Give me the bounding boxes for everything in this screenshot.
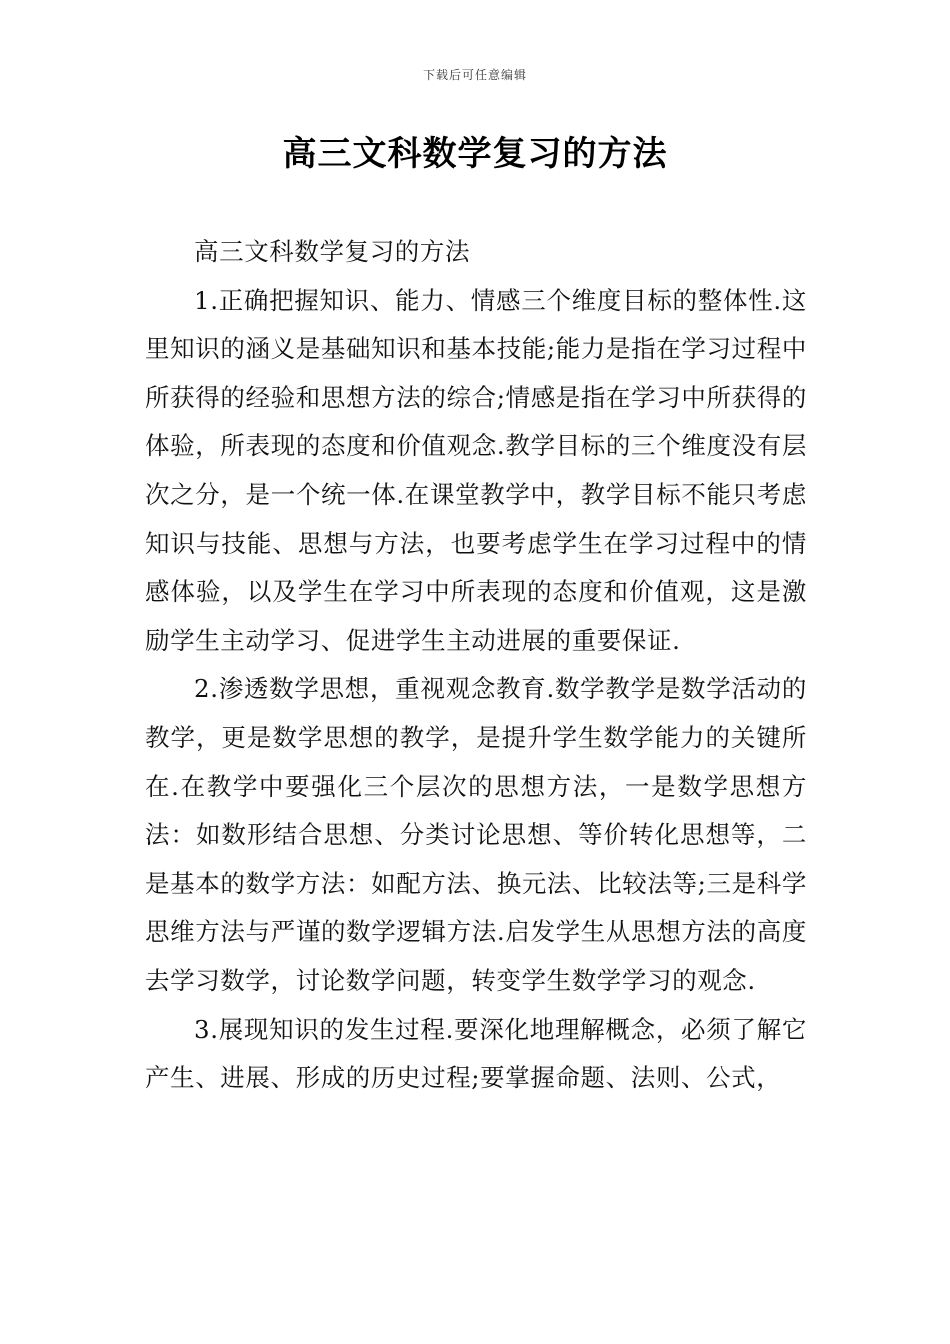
document-body	[145, 228, 807, 1103]
document-title: 高三文科数学复习的方法	[282, 134, 668, 174]
paragraph-1: 1.正确把握知识、能力、情感三个维度目标的整体性.这里知识的涵义是基础知识和基本技能;能力是指在学习过程中所获得的经验和思想方法的综合;情感是指在学习中所获得的体验，所表现的态度和价值观念.教学目标的三个维度没有层次之分，是一个统一体.在课堂教学中，教学目标不能只考虑知识与技能、思想与方法，也要考虑学生在学习过程中的情感体验，以及学生在学习中所表现的态度和价值观，这是激励学生主动学习、促进学生主动进展的重要保证.	[145, 285, 807, 655]
paragraph-2: 2.渗透数学思想，重视观念教育.数学教学是数学活动的教学，更是数学思想的教学，是提升学生数学能力的关键所在.在教学中要强化三个层次的思想方法，一是数学思想方法：如数形结合思想、分类讨论思想、等价转化思想等，二是基本的数学方法：如配方法、换元法、比较法等;三是科学思维方法与严谨的数学逻辑方法.启发学生从思想方法的高度去学习数学，讨论数学问题，转变学生数学学习的观念.	[145, 674, 807, 995]
header-note: 下载后可任意编辑	[422, 68, 527, 82]
paragraph-subtitle: 高三文科数学复习的方法	[194, 237, 471, 266]
paragraph-3: 3.展现知识的发生过程.要深化地理解概念，必须了解它产生、进展、形成的历史过程;要掌握命题、法则、公式，	[145, 1014, 807, 1093]
